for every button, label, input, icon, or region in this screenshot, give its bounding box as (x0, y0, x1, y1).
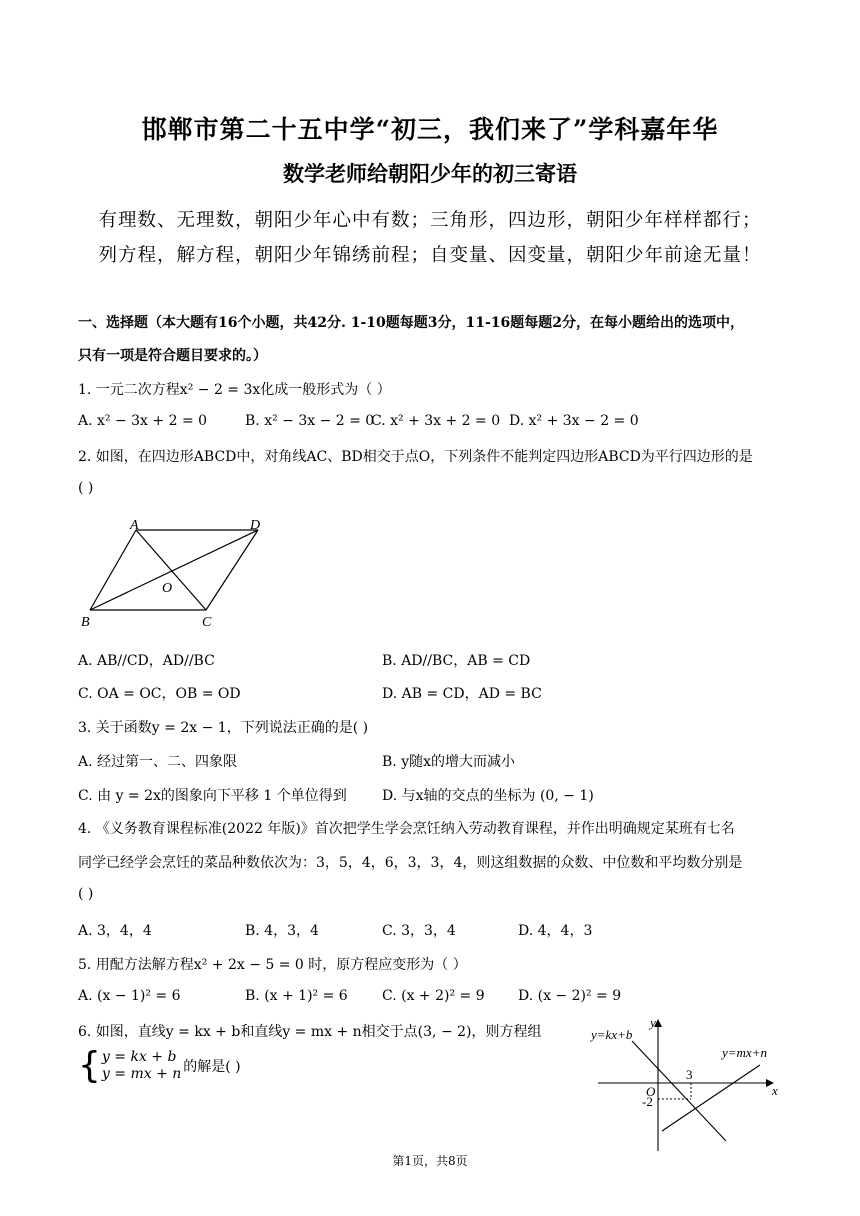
label-d: D (250, 518, 261, 533)
q4-option-d: D. 4，4，3 (518, 923, 593, 939)
q4-option-c: C. 3，3，4 (382, 923, 456, 939)
parallelogram-figure (78, 518, 278, 633)
q2-option-b: B. AD//BC，AB = CD (382, 653, 531, 669)
q3-option-c: C. 由 y = 2x的图象向下平移 1 个单位得到 (78, 788, 347, 804)
motto-line-2: 列方程，解方程，朝阳少年锦绣前程；自变量、因变量，朝阳少年前途无量！ (98, 245, 762, 266)
question-2-stem: 2. 如图，在四边形ABCD中，对角线AC、BD相交于点O，下列条件不能判定四边形ABCD为平行四边形的是 (78, 449, 753, 465)
q1-option-d: D. x² + 3x − 2 = 0 (509, 413, 639, 429)
system-tail: 的解是( ) (183, 1059, 241, 1075)
origin-label: O (646, 1084, 656, 1099)
question-1-stem: 1. 一元二次方程x² − 2 = 3x化成一般形式为（ ） (78, 382, 391, 398)
question-3-stem: 3. 关于函数y = 2x − 1，下列说法正确的是( ) (78, 720, 369, 736)
y-axis-label: y (650, 1015, 656, 1030)
question-4-stem-cont2: ( ) (78, 886, 94, 902)
label-a: A (130, 518, 139, 533)
q5-option-d: D. (x − 2)² = 9 (518, 988, 622, 1004)
question-4-stem-cont: 同学已经学会烹饪的菜品种数依次为：3，5，4，6，3，3，4，则这组数据的众数、中位数和平均数分别是 (78, 855, 743, 871)
q1-option-c: C. x² + 3x + 2 = 0 (371, 413, 501, 429)
q3-option-b: B. y随x的增大而减小 (382, 754, 515, 770)
question-4-stem: 4. 《义务教育课程标准(2022 年版)》首次把学生学会烹饪纳入劳动教育课程，并作出明确规定某班有七名 (78, 821, 735, 837)
q1-option-a: A. x² − 3x + 2 = 0 (78, 413, 208, 429)
tick-minus2-label: -2 (642, 1094, 653, 1109)
label-c: C (202, 615, 212, 630)
question-2-stem-cont: ( ) (78, 480, 94, 496)
line1-label: y=kx+b (591, 1027, 633, 1042)
x-axis-label: x (772, 1083, 778, 1098)
q2-option-a: A. AB//CD，AD//BC (78, 653, 215, 669)
page-title: 邯郸市第二十五中学“初三，我们来了”学科嘉年华 (141, 115, 719, 144)
page-subtitle: 数学老师给朝阳少年的初三寄语 (283, 161, 577, 186)
q5-option-b: B. (x + 1)² = 6 (245, 988, 348, 1004)
label-o: O (162, 581, 173, 596)
system-eq-1: y = kx + b (101, 1049, 177, 1065)
page-footer: 第1页，共8页 (392, 1154, 468, 1168)
q2-option-d: D. AB = CD，AD = BC (382, 686, 542, 702)
q5-option-a: A. (x − 1)² = 6 (78, 988, 181, 1004)
q1-option-b: B. x² − 3x − 2 = 0 (245, 413, 375, 429)
line2-label: y=mx+n (722, 1045, 767, 1060)
equation-system (78, 1045, 241, 1086)
linear-graph-figure (588, 1013, 788, 1158)
q3-option-a: A. 经过第一、二、四象限 (78, 754, 238, 770)
motto-line-1: 有理数、无理数，朝阳少年心中有数；三角形，四边形，朝阳少年样样都行； (98, 210, 762, 231)
q2-option-c: C. OA = OC，OB = OD (78, 686, 241, 702)
question-6-stem: 6. 如图，直线y = kx + b和直线y = mx + n相交于点(3, − 2)，则方程组 (78, 1024, 542, 1040)
system-eq-2: y = mx + n (101, 1066, 182, 1082)
left-brace: { (78, 1045, 101, 1086)
q3-option-d: D. 与x轴的交点的坐标为 (0, − 1) (382, 788, 594, 804)
q5-option-c: C. (x + 2)² = 9 (382, 988, 485, 1004)
q4-option-a: A. 3，4，4 (78, 923, 152, 939)
tick-3-label: 3 (686, 1067, 693, 1082)
q4-option-b: B. 4，3，4 (245, 923, 319, 939)
question-5-stem: 5. 用配方法解方程x² + 2x − 5 = 0 时，原方程应变形为（ ） (78, 957, 467, 973)
section-heading-cont: 只有一项是符合题目要求的。） (78, 348, 267, 364)
section-heading: 一、选择题（本大题有16个小题，共42分. 1-10题每题3分，11-16题每题2分，在每小题给出的选项中， (78, 315, 745, 331)
label-b: B (81, 615, 90, 630)
